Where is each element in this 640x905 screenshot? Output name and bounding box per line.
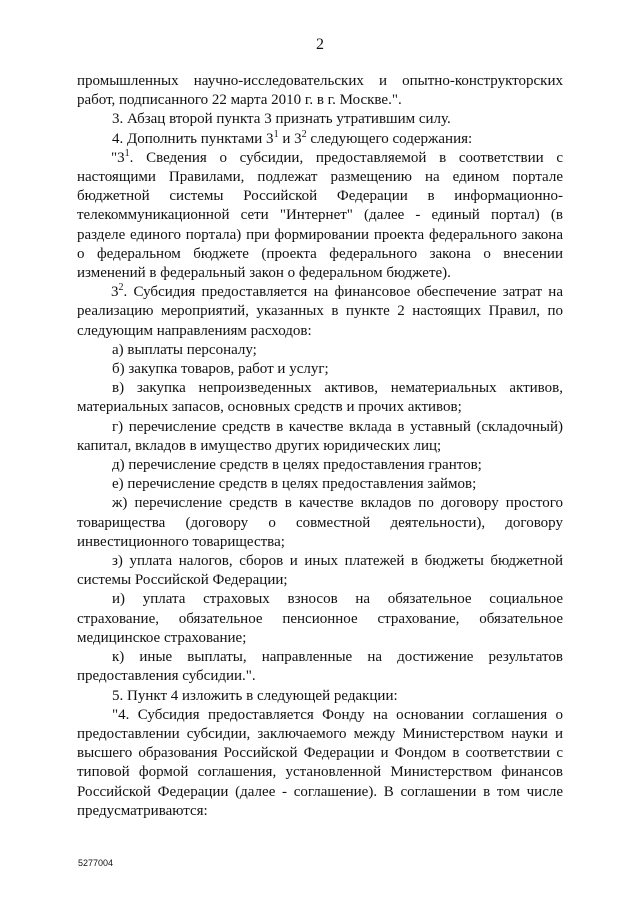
- list-item-a: а) выплаты персоналу;: [112, 341, 257, 358]
- document-id: 5277004: [78, 858, 114, 868]
- list-item-z: з) уплата налогов, сборов и иных платежей в бюджеты бюджетной системы Российской Федерации;: [77, 553, 563, 589]
- list-item-d: д) перечисление средств в целях предоставления грантов;: [112, 457, 482, 474]
- list-item-v: в) закупка непроизведенных активов, нематериальных активов, материальных запасов, основных средств и прочих активов;: [77, 380, 563, 416]
- paragraph-3-2: $3^2$. Субсидия предоставляется на финансовое обеспечение затрат на реализацию мероприятий, указанных в пункте 2 настоящих Правил, по следующим направлениям расходов:: [77, 282, 563, 339]
- paragraph-item-4: 4. Дополнить пунктами $3^1$ и $3^2$ следующего содержания:: [112, 128, 473, 147]
- list-item-g: г) перечисление средств в качестве вклада в уставный (складочный) капитал, вкладов в имущество других юридических лиц;: [77, 418, 563, 454]
- paragraph-4-new: "4. Субсидия предоставляется Фонду на основании соглашения о предоставлении субсидии, заключаемого между Министерством науки и высшего образования Российской Федерации и Фондом в соответствии с типовой формой соглашения, установленной Министерством финансов Российской Федерации (далее - соглашение). В соглашении в том числе предусматриваются:: [77, 706, 563, 819]
- paragraph-continuation: промышленных научно-исследовательских и опытно-конструкторских работ, подписанного 22 марта 2010 г. в г. Москве.".: [77, 73, 563, 109]
- page-number: 2: [316, 36, 324, 53]
- list-item-b: б) закупка товаров, работ и услуг;: [112, 361, 329, 378]
- list-item-k: к) иные выплаты, направленные на достижение результатов предоставления субсидии.".: [77, 649, 563, 685]
- list-item-e: е) перечисление средств в целях предоставления займов;: [112, 476, 477, 493]
- list-item-zh: ж) перечисление средств в качестве вкладов по договору простого товарищества (договору о совместной деятельности), договору инвестиционного товарищества;: [77, 495, 563, 550]
- paragraph-item-5: 5. Пункт 4 изложить в следующей редакции:: [112, 687, 398, 704]
- paragraph-3-1: "$3^1$. Сведения о субсидии, предоставляемой в соответствии с настоящими Правилами, подлежат размещению на едином портале бюджетной системы Российской Федерации в информационно-телекоммуникационной сети "Интернет" (далее - единый портал) (в разделе единого портала) при формировании проекта федерального закона о федеральном бюджете (проекта федерального закона о внесении изменений в федеральный закон о федеральном бюджете).: [77, 147, 563, 282]
- paragraph-item-3: 3. Абзац второй пункта 3 признать утратившим силу.: [112, 111, 451, 128]
- list-item-i: и) уплата страховых взносов на обязательное социальное страхование, обязательное пенсионное страхование, обязательное медицинское страхование;: [77, 591, 563, 646]
- document-body: [77, 72, 563, 821]
